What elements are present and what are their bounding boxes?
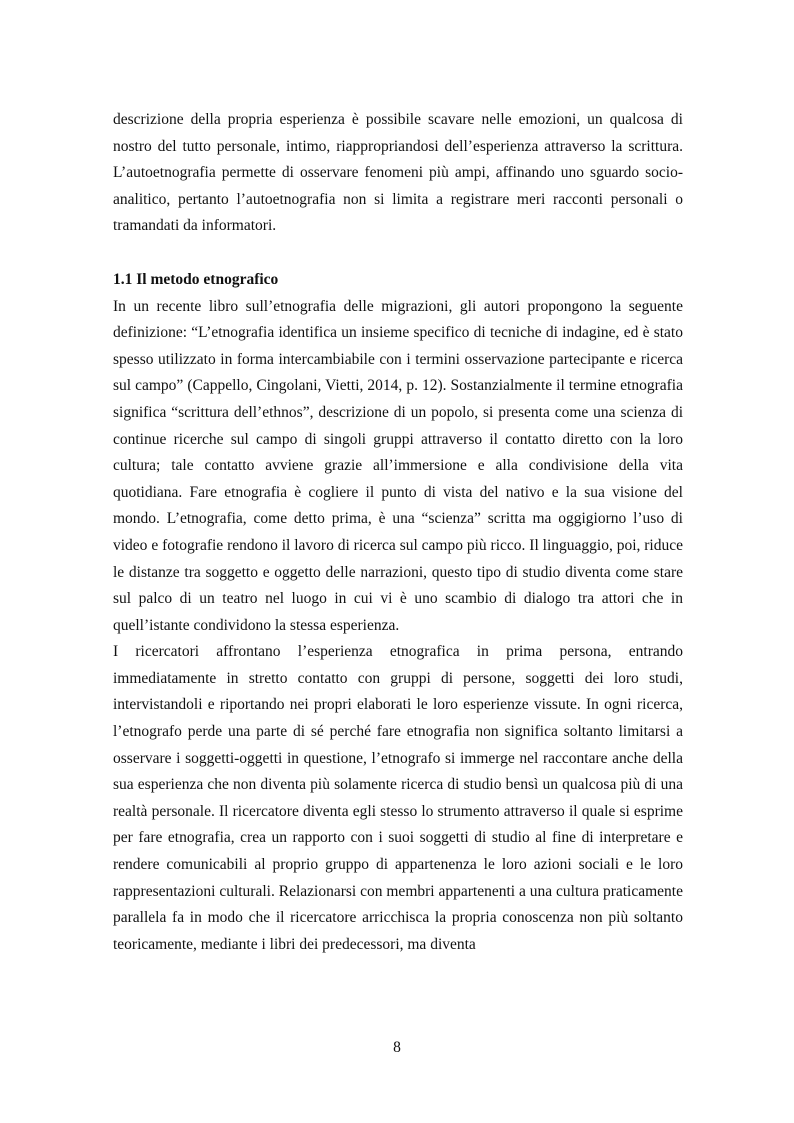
paragraph-ricercatori: I ricercatori affrontano l’esperienza etnografica in prima persona, entrando immediatamente in stretto contatto con gruppi di persone, soggetti dei loro studi, intervistandoli e riportando nei propri elaborati le loro esperienze vissute. In ogni ricerca, l’etnografo perde una parte di sé perché fare etnografia non significa soltanto limitarsi a osservare i soggetti-oggetti in questione, l’etnografo si immerge nel raccontare anche della sua esperienza che non diventa più solamente ricerca di studio bensì un qualcosa più di una realtà personale. Il ricercatore diventa egli stesso lo strumento attraverso il quale si esprime per fare etnografia, crea un rapporto con i suoi soggetti di studio al fine di interpretare e rendere comunicabili al proprio gruppo di appartenenza le loro azioni sociali e le loro rappresentazioni culturali. Relazionarsi con membri appartenenti a una cultura praticamente parallela fa in modo che il ricercatore arricchisca la propria conoscenza non più soltanto teoricamente, mediante i libri dei predecessori, ma diventa	[113, 643, 683, 953]
page-body	[113, 107, 683, 958]
section-heading: 1.1 Il metodo etnografico	[113, 270, 279, 288]
page-number: 8	[393, 1039, 401, 1056]
paragraph-autoetnografia: descrizione della propria esperienza è possibile scavare nelle emozioni, un qualcosa di nostro del tutto personale, intimo, riappropriandosi dell’esperienza attraverso la scrittura. L’autoetnografia permette di osservare fenomeni più ampi, affinando uno sguardo socio-analitico, pertanto l’autoetnografia non si limita a registrare meri racconti personali o tramandati da informatori.	[113, 111, 683, 235]
paragraph-definizione: In un recente libro sull’etnografia delle migrazioni, gli autori propongono la seguente definizione: “L’etnografia identifica un insieme specifico di tecniche di indagine, ed è stato spesso utilizzato in forma intercambiabile con i termini osservazione partecipante e ricerca sul campo” (Cappello, Cingolani, Vietti, 2014, p. 12). Sostanzialmente il termine etnografia significa “scrittura dell’ethnos”, descrizione di un popolo, si presenta come una scienza di continue ricerche sul campo di singoli gruppi attraverso il contatto diretto con la loro cultura; tale contatto avviene grazie all’immersione e alla condivisione della vita quotidiana. Fare etnografia è cogliere il punto di vista del nativo e la sua visione del mondo. L’etnografia, come detto prima, è una “scienza” scritta ma oggigiorno l’uso di video e fotografie rendono il lavoro di ricerca sul campo più ricco. Il linguaggio, poi, riduce le distanze tra soggetto e oggetto delle narrazioni, questo tipo di studio diventa come stare sul palco di un teatro nel luogo in cui vi è uno scambio di dialogo tra attori che in quell’istante condividono la stessa esperienza.	[113, 297, 683, 634]
